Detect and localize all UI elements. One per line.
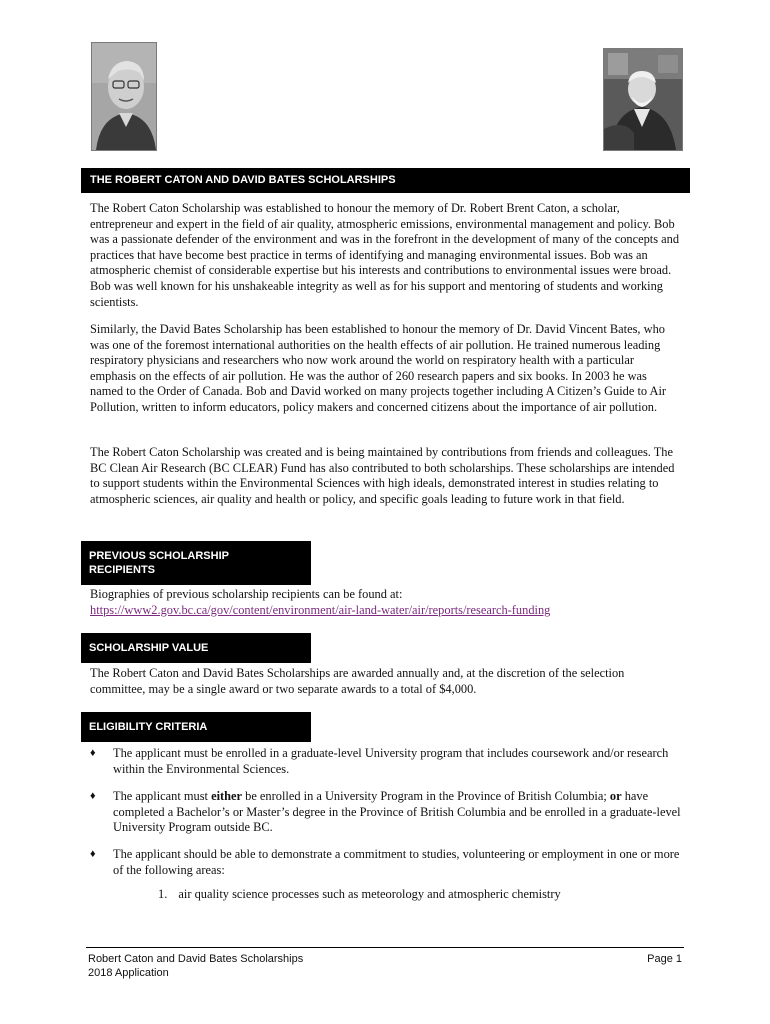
bullet-2-either: either — [211, 789, 243, 803]
david-bates-photo — [603, 48, 683, 151]
page-title: THE ROBERT CATON AND DAVID BATES SCHOLARSHIPS — [90, 174, 396, 186]
bullet-2-or: or — [609, 789, 622, 803]
previous-recipients-heading — [81, 541, 311, 585]
eligibility-bullet-3-text: The applicant should be able to demonstrate a commitment to studies, volunteering or employment in one or more of the following areas: — [113, 847, 680, 877]
footer-left — [88, 952, 303, 980]
intro-paragraph-3: The Robert Caton Scholarship was created and is being maintained by contributions from friends and colleagues. The BC Clean Air Research (BC CLEAR) Fund has also contributed to both scholarships. These scholarships are intended to support students within the Environmental Sciences with high ideals, demonstrated interest in studies relating to atmospheric sciences, air quality and health or policy, and specific goals leading to future work in that field. — [90, 445, 675, 506]
intro-paragraph-1: The Robert Caton Scholarship was established to honour the memory of Dr. Robert Brent Caton, a scholar, entrepreneur and expert in the field of air quality, atmospheric emissions, environmental management and policy. Bob was a passionate defender of the environment and was in the forefront in the development of many of the concepts and practices that have become best practice in terms of identifying and managing environmental issues. Bob was an atmospheric chemist of considerable expertise but his interests and contributions to environmental issues were broad. Bob was well known for his unshakeable integrity as well as for his support and mentoring of students and working scientists. — [90, 201, 680, 309]
diamond-bullet-icon: ♦ — [90, 747, 96, 759]
previous-recipients-title-line2: RECIPIENTS — [89, 564, 156, 576]
numbered-item-1-number: 1. — [158, 887, 168, 901]
eligibility-heading — [81, 712, 311, 742]
intro-paragraph-2: Similarly, the David Bates Scholarship has been established to honour the memory of Dr. David Vincent Bates, who was one of the foremost international authorities on the health effects of air pollution. He trained numerous leading respiratory physicians and researchers who now work around the world on respiratory health with a particular emphasis on the effects of air pollution. He was the author of 260 research papers and six books. In 2003 he was named to the Order of Canada. Bob and David worked on many projects together including A Citizen’s Guide to Air Pollution, written to inform educators, policy makers and concerned citizens about the importance of air pollution. — [90, 322, 667, 414]
research-funding-link[interactable]: https://www2.gov.bc.ca/gov/content/environment/air-land-water/air/reports/research-funding — [90, 602, 551, 617]
footer-page-number: Page 1 — [647, 953, 682, 965]
robert-caton-photo — [91, 42, 157, 151]
previous-recipients-intro: Biographies of previous scholarship recipients can be found at: — [90, 587, 403, 601]
footer-divider — [86, 947, 684, 948]
numbered-item-1-text: air quality science processes such as meteorology and atmospheric chemistry — [178, 887, 561, 901]
scholarship-title-banner — [81, 168, 690, 193]
robert-caton-portrait-image — [92, 43, 156, 150]
footer-document-title: Robert Caton and David Bates Scholarships — [88, 953, 304, 965]
previous-recipients-text — [90, 587, 682, 618]
previous-recipients-title-line1: PREVIOUS SCHOLARSHIP — [89, 550, 229, 562]
eligibility-title: ELIGIBILITY CRITERIA — [89, 721, 208, 733]
eligibility-bullet-2 — [90, 789, 684, 836]
eligibility-bullet-3 — [90, 847, 684, 878]
scholarship-value-text: The Robert Caton and David Bates Scholarships are awarded annually and, at the discretion of the selection committee, may be a single award or two separate awards to a total of $4,000. — [90, 666, 625, 696]
eligibility-bullet-1 — [90, 746, 684, 777]
scholarship-value-heading — [81, 633, 311, 663]
bullet-2-pre: The applicant must — [113, 789, 212, 803]
bullet-2-post: have completed a Bachelor’s or Master’s degree in the Province of British Columbia and be enrolled in a graduate-level University Program outside BC. — [113, 789, 681, 835]
bullet-2-mid: be enrolled in a University Program in the Province of British Columbia; — [242, 789, 610, 803]
eligibility-bullet-1-text: The applicant must be enrolled in a graduate-level University program that includes coursework and/or research within the Environmental Sciences. — [113, 746, 669, 776]
david-bates-portrait-image — [604, 49, 682, 150]
diamond-bullet-icon: ♦ — [90, 848, 96, 860]
footer-application-year: 2018 Application — [88, 967, 169, 979]
eligibility-bullet-2-text — [113, 789, 684, 836]
numbered-item-1 — [158, 887, 678, 903]
diamond-bullet-icon: ♦ — [90, 790, 96, 802]
scholarship-value-title: SCHOLARSHIP VALUE — [89, 642, 209, 654]
